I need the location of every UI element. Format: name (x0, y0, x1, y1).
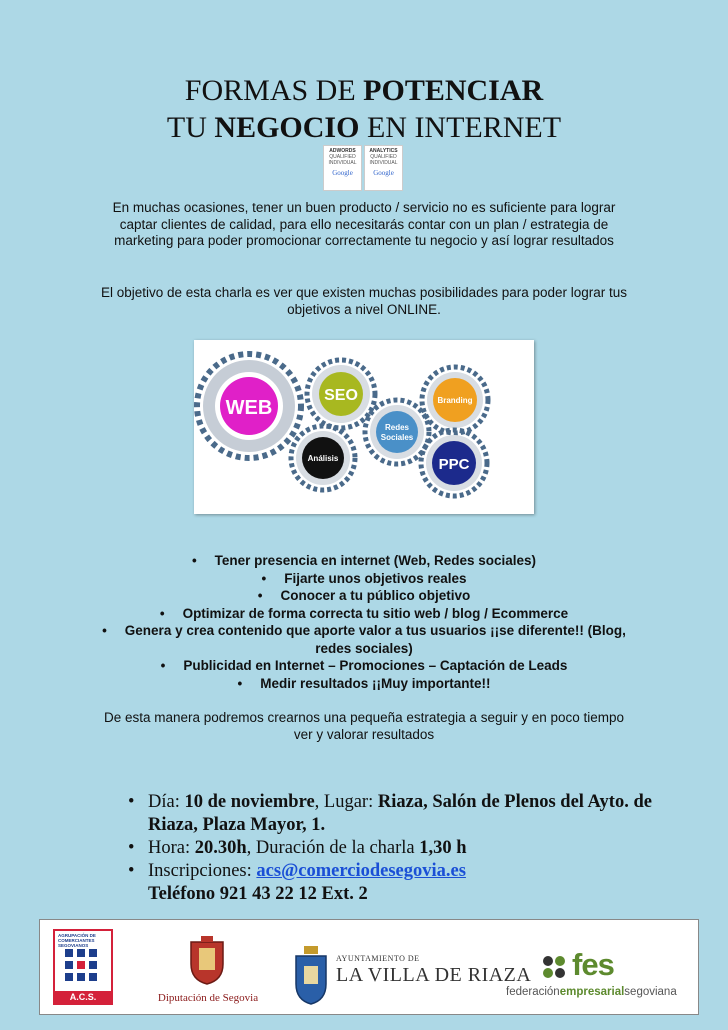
time-label: Hora: (148, 838, 195, 858)
gears-svg (194, 340, 534, 514)
list-item: • Fijarte unos objetivos reales (100, 570, 628, 588)
fes-logo-subtitle (506, 986, 677, 998)
fes-subtitle-part: empresarial (559, 986, 625, 998)
fes-subtitle-part: federación (506, 986, 560, 998)
location-label: , Lugar: (314, 792, 378, 812)
objective-paragraph: El objetivo de esta charla es ver que existen muchas posibilidades para poder lograr tus objetivos a nivel ONLINE. (100, 285, 628, 317)
list-item: • Optimizar de forma correcta tu sitio web / blog / Ecommerce (100, 605, 628, 623)
gear-label: Branding (437, 396, 473, 405)
badge-title: ADWORDS (329, 148, 356, 154)
gear-redes-sociales (365, 400, 429, 464)
gear-label: Sociales (380, 433, 414, 442)
gear-redes-circle (376, 411, 418, 453)
email-link[interactable]: acs@comerciodesegovia.es (256, 861, 466, 881)
gear-label: PPC (438, 456, 470, 473)
gear-branding (422, 367, 488, 433)
google-logo: Google (373, 169, 394, 177)
gear-label: Análisis (307, 454, 339, 463)
tips-list (100, 552, 628, 692)
badge-line: INDIVIDUAL (369, 160, 398, 166)
date-label: Día: (148, 792, 185, 812)
list-item: • Tener presencia en internet (Web, Redes sociales) (100, 552, 628, 570)
adwords-badge (323, 145, 362, 191)
diputacion-shield-icon (187, 934, 227, 986)
badge-line: QUALIFIED (329, 154, 356, 160)
list-item: • Medir resultados ¡¡Muy importante!! (100, 675, 628, 693)
badge-line: QUALIFIED (370, 154, 397, 160)
phone-number: Teléfono 921 43 22 12 Ext. 2 (148, 884, 368, 904)
acs-logo-text: AGRUPACIÓN DE COMERCIANTES SEGOVIANOS (58, 933, 96, 948)
location-value: Riaza, Salón de Plenos del Ayto. de Riaza, Plaza Mayor, 1. (148, 792, 652, 835)
time-item (128, 837, 688, 860)
fes-subtitle-part: segoviana (624, 986, 677, 998)
title-text: EN INTERNET (359, 111, 562, 144)
acs-logo (53, 929, 113, 1005)
gear-label: Redes (384, 423, 410, 432)
duration-value: 1,30 h (419, 838, 467, 858)
gear-label: WEB (225, 397, 273, 419)
riaza-logo-small-text: AYUNTAMIENTO DE (336, 954, 420, 963)
google-logo: Google (332, 169, 353, 177)
list-item: • Publicidad en Internet – Promociones – Captación de Leads (100, 657, 628, 675)
date-location-item (128, 791, 688, 837)
sponsors-footer (39, 919, 699, 1015)
gear-seo (307, 360, 375, 428)
diputacion-logo-text: Diputación de Segovia (157, 992, 259, 1004)
gear-ppc (421, 430, 487, 496)
gear-analisis (291, 426, 355, 490)
title-text: FORMAS DE (184, 74, 364, 107)
registration-item (128, 860, 688, 906)
registration-label: Inscripciones: (148, 861, 257, 881)
fes-dots-icon (542, 955, 572, 979)
event-details (128, 791, 688, 906)
google-certification-badges (323, 145, 403, 191)
list-item: • Genera y crea contenido que aporte valor a tus usuarios ¡¡se diferente!! (Blog, redes sociales) (100, 622, 628, 657)
title-highlight: NEGOCIO (214, 111, 360, 144)
title-highlight: POTENCIAR (363, 74, 544, 107)
riaza-logo-text: LA VILLA DE RIAZA (336, 964, 532, 986)
list-item: • Conocer a tu público objetivo (100, 587, 628, 605)
acs-logo-initials: A.C.S. (55, 991, 111, 1003)
intro-paragraph: En muchas ocasiones, tener un buen producto / servicio no es suficiente para lograr captar clientes de calidad, para ello necesitarás contar con un plan / estrategia de marketing para poder promocionar correctamente tu negocio y así lograr resultados (112, 200, 616, 248)
marketing-gears-illustration (194, 340, 534, 514)
acs-emblem-icon (55, 945, 111, 995)
closing-paragraph: De esta manera podremos crearnos una pequeña estrategia a seguir y en poco tiempo ver y valorar resultados (103, 710, 625, 742)
gear-web (197, 354, 301, 458)
title-line-1 (0, 74, 728, 108)
riaza-shield-icon (294, 946, 328, 1006)
gear-label: SEO (324, 387, 358, 404)
date-value: 10 de noviembre (184, 792, 315, 812)
badge-title: ANALYTICS (369, 148, 398, 154)
fes-logo-text: fes (572, 947, 614, 982)
title-line-2 (0, 111, 728, 145)
badge-line: INDIVIDUAL (328, 160, 357, 166)
time-value: 20.30h (194, 838, 247, 858)
duration-label: , Duración de la charla (246, 838, 420, 858)
analytics-badge (364, 145, 403, 191)
title-text: TU (166, 111, 215, 144)
